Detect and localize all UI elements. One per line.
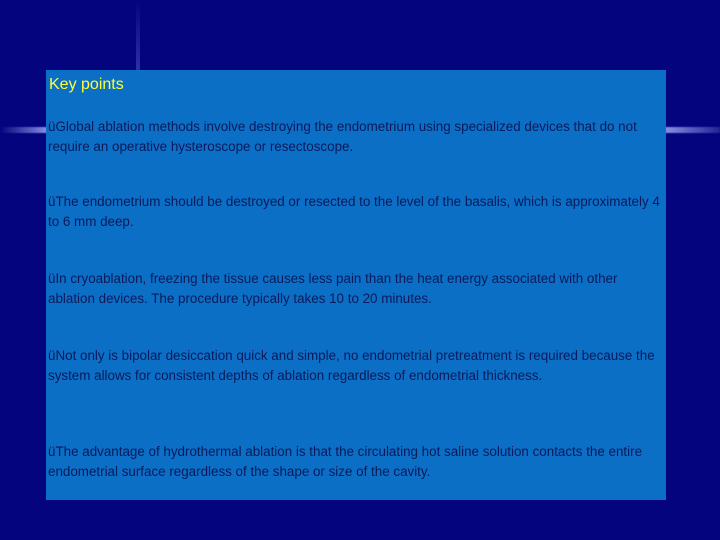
check-bullet-icon: ü [48,271,56,286]
check-bullet-icon: ü [48,444,56,459]
slide-title: Key points [49,76,124,93]
decorative-glow-line-right [665,127,720,133]
bullet-text: In cryoablation, freezing the tissue causes less pain than the heat energy associated with other ablation devices. The procedure typically takes 10 to 20 minutes. [48,271,618,306]
bullet-text: Not only is bipolar desiccation quick and simple, no endometrial pretreatment is required because the system allows for consistent depths of ablation regardless of endometrial thickness. [48,348,655,383]
bullet-text: The advantage of hydrothermal ablation is that the circulating hot saline solution contacts the entire endometrial surface regardless of the shape or size of the cavity. [48,444,643,479]
decorative-glow-line-left [0,127,48,133]
check-bullet-icon: ü [48,348,56,363]
bullet-point-1 [48,117,666,156]
bullet-text: Global ablation methods involve destroying the endometrium using specialized devices that do not require an operative hysteroscope or resectoscope. [48,119,637,154]
bullet-text: The endometrium should be destroyed or resected to the level of the basalis, which is approximately 4 to 6 mm deep. [48,194,660,229]
bullet-point-2 [48,192,666,231]
bullet-point-4 [48,346,666,385]
bullet-point-3 [48,269,666,308]
bullet-point-5 [48,442,666,481]
key-points-panel [46,70,666,500]
check-bullet-icon: ü [48,119,56,134]
check-bullet-icon: ü [48,194,56,209]
decorative-vertical-glow [136,0,140,70]
